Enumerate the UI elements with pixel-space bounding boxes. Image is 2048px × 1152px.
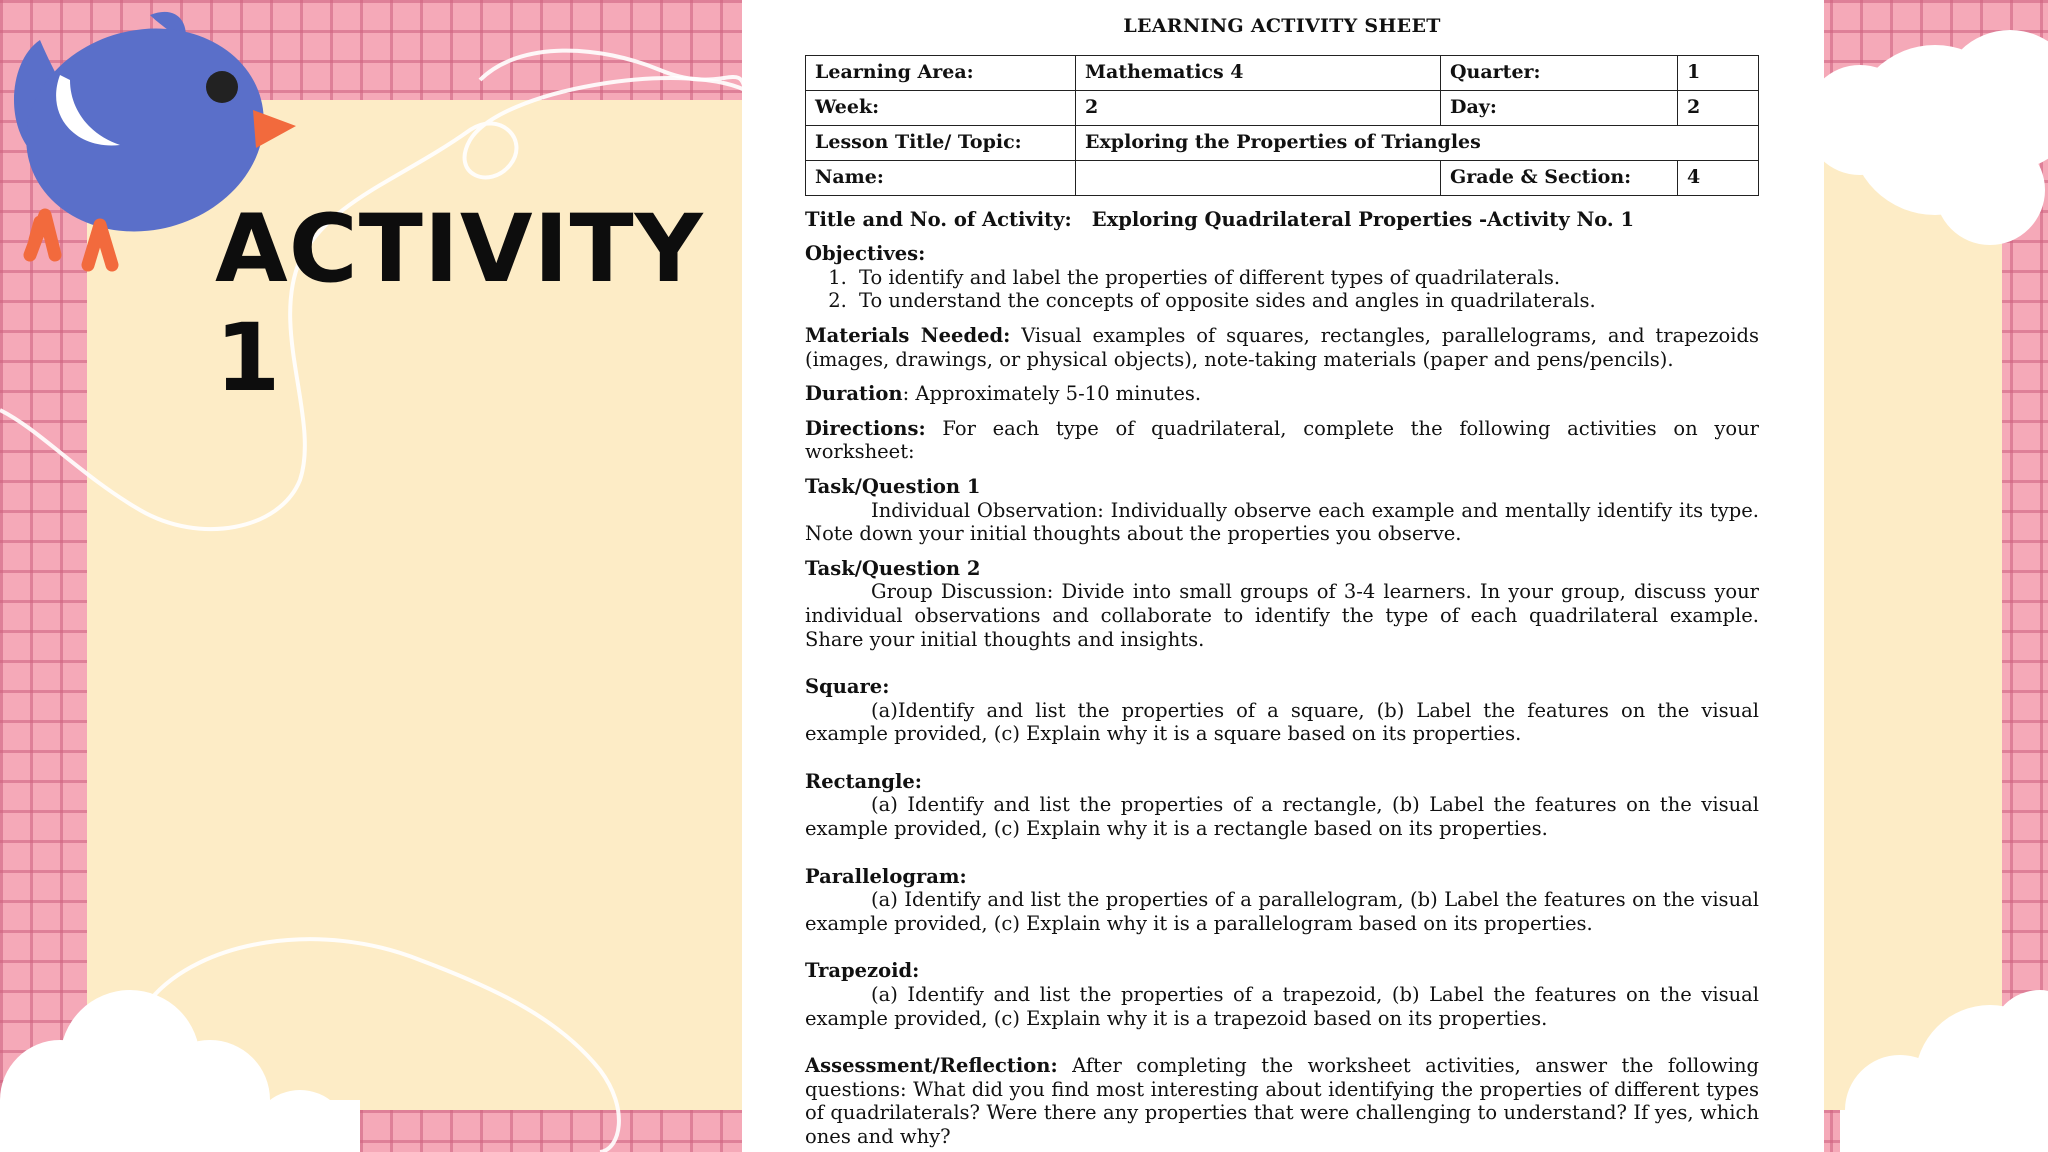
cloud-bottom-left [0, 990, 360, 1152]
square-label: Square: [805, 675, 890, 699]
task-2-label: Task/Question 2 [805, 556, 981, 580]
info-table [805, 55, 1759, 196]
trapezoid-text: (a) Identify and list the properties of a trapezoid, (b) Label the features on the visual example provided, (c) Explain why it is a trapezoid based on its properties. [805, 983, 1759, 1030]
name-label: Name: [806, 160, 1076, 195]
activity-title-label: Title and No. of Activity: [805, 207, 1072, 231]
assessment-label: Assessment/Reflection: [805, 1054, 1058, 1078]
square-text: (a)Identify and list the properties of a square, (b) Label the features on the visual example provided, (c) Explain why it is a square based on its properties. [805, 698, 1759, 746]
task-2-text: Group Discussion: Divide into small groups of 3-4 learners. In your group, discuss your individual observations and collaborate to identify the type of each quadrilateral example. Share your initial thoughts and insights. [805, 580, 1759, 651]
materials-label: Materials Needed: [805, 323, 1011, 347]
lesson-value: Exploring the Properties of Triangles [1076, 125, 1759, 160]
materials-text: Visual examples of squares, rectangles, parallelograms, and trapezoids (images, drawings, or physical objects), note-taking materials (paper and pens/pencils). [805, 323, 1759, 371]
lesson-label: Lesson Title/ Topic: [806, 125, 1076, 160]
day-value: 2 [1678, 90, 1759, 125]
task-1-label: Task/Question 1 [805, 474, 981, 498]
directions-label: Directions: [805, 416, 926, 440]
objectives-list [805, 266, 1759, 313]
bird-eye [206, 71, 238, 103]
learning-activity-sheet [742, 0, 1824, 1152]
sheet-heading: LEARNING ACTIVITY SHEET [1123, 15, 1441, 37]
trapezoid-label: Trapezoid: [805, 959, 920, 983]
grade-label: Grade & Section: [1441, 160, 1678, 195]
directions-text: For each type of quadrilateral, complete the following activities on your worksheet: [805, 416, 1759, 464]
grade-value: 4 [1678, 160, 1759, 195]
rectangle-text: (a) Identify and list the properties of a rectangle, (b) Label the features on the visual example provided, (c) Explain why it is a rectangle based on its properties. [805, 793, 1759, 841]
bird-foot-left [30, 215, 55, 255]
info-row-lesson [806, 125, 1759, 160]
bird-beak [253, 110, 296, 148]
assessment-paragraph [805, 1054, 1759, 1148]
day-label: Day: [1441, 90, 1678, 125]
objective-item: 2. To understand the concepts of opposite sides and angles in quadrilaterals. [853, 289, 1759, 313]
directions-paragraph [805, 417, 1759, 464]
cloud-bottom-right [1840, 990, 2048, 1152]
quarter-value: 1 [1678, 55, 1759, 90]
parallelogram-text: (a) Identify and list the properties of a parallelogram, (b) Label the features on the visual example provided, (c) Explain why it is a parallelogram based on its properties. [805, 888, 1759, 935]
duration-label: Duration [805, 382, 903, 406]
assessment-text: After completing the worksheet activities, answer the following questions: What did you find most interesting about identifying the properties of different types of quadrilaterals? Were there any properties that were challenging to understand? If yes, which ones and why? [805, 1054, 1759, 1148]
activity-title-line [805, 208, 1759, 232]
materials-paragraph [805, 324, 1759, 371]
info-row-week [806, 90, 1759, 125]
info-row-name [806, 160, 1759, 195]
quarter-label: Quarter: [1441, 55, 1678, 90]
name-value [1076, 160, 1441, 195]
activity-title: ACTIVITY 1 [215, 195, 704, 413]
parallelogram-label: Parallelogram: [805, 864, 967, 888]
learning-area-label: Learning Area: [806, 55, 1076, 90]
learning-area-value: Mathematics 4 [1076, 55, 1441, 90]
week-label: Week: [806, 90, 1076, 125]
objective-item: 1. To identify and label the properties of different types of quadrilaterals. [853, 266, 1759, 290]
cloud-top-right [1805, 30, 2048, 245]
duration-text: : Approximately 5-10 minutes. [902, 382, 1202, 406]
info-row-area [806, 55, 1759, 90]
rectangle-label: Rectangle: [805, 769, 922, 793]
duration-paragraph [805, 382, 1759, 406]
objectives-label: Objectives: [805, 242, 926, 266]
week-value: 2 [1076, 90, 1441, 125]
bird-foot-right [88, 225, 112, 265]
task-1-text: Individual Observation: Individually observe each example and mentally identify its type. Note down your initial thoughts about the properties you observe. [805, 498, 1759, 546]
activity-title-value: Exploring Quadrilateral Properties -Activity No. 1 [1091, 207, 1635, 231]
